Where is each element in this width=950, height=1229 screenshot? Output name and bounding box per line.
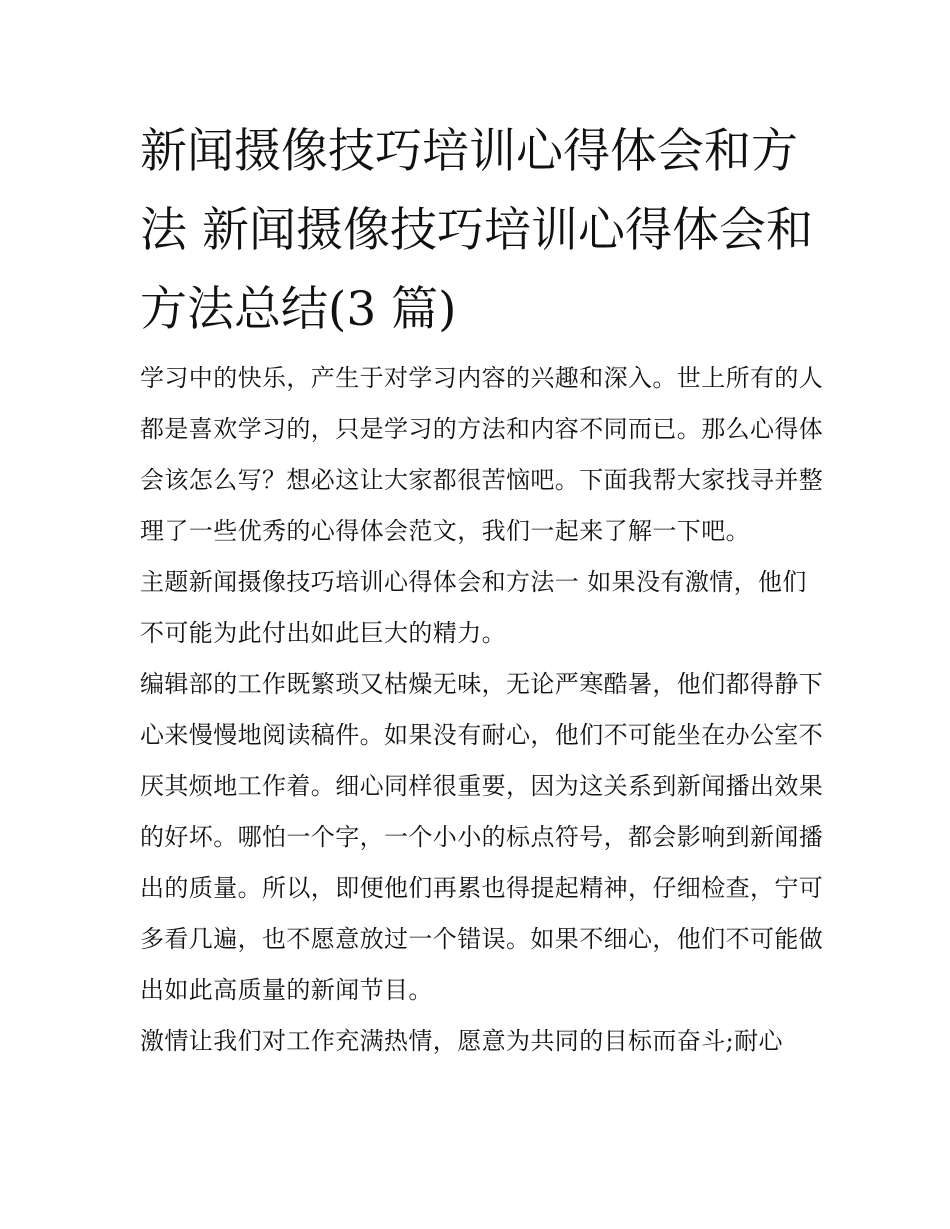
paragraph-topic-one: 主题新闻摄像技巧培训心得体会和方法一 如果没有激情，他们不可能为此付出如此巨大的精力。 xyxy=(140,568,807,647)
document-body xyxy=(140,112,830,1067)
paragraph-passion: 激情让我们对工作充满热情，愿意为共同的目标而奋斗;耐心 xyxy=(140,1027,783,1055)
paragraph-editorial-work: 编辑部的工作既繁琐又枯燥无味，无论严寒酷暑，他们都得静下心来慢慢地阅读稿件。如果没有耐心，他们不可能坐在办公室不厌其烦地工作着。细心同样很重要，因为这关系到新闻播出效果的好坏。哪怕一个字，一个小小的标点符号，都会影响到新闻播出的质量。所以，即便他们再累也得提起精神，仔细检查，宁可多看几遍，也不愿意放过一个错误。如果不细心，他们不可能做出如此高质量的新闻节目。 xyxy=(140,670,824,1004)
paragraph-intro: 学习中的快乐，产生于对学习内容的兴趣和深入。世上所有的人都是喜欢学习的，只是学习的方法和内容不同而已。那么心得体会该怎么写？想必这让大家都很苦恼吧。下面我帮大家找寻并整理了一些优秀的心得体会范文，我们一起来了解一下吧。 xyxy=(140,364,824,545)
document-title: 新闻摄像技巧培训心得体会和方法 新闻摄像技巧培训心得体会和方法总结(3 篇) xyxy=(140,124,813,337)
